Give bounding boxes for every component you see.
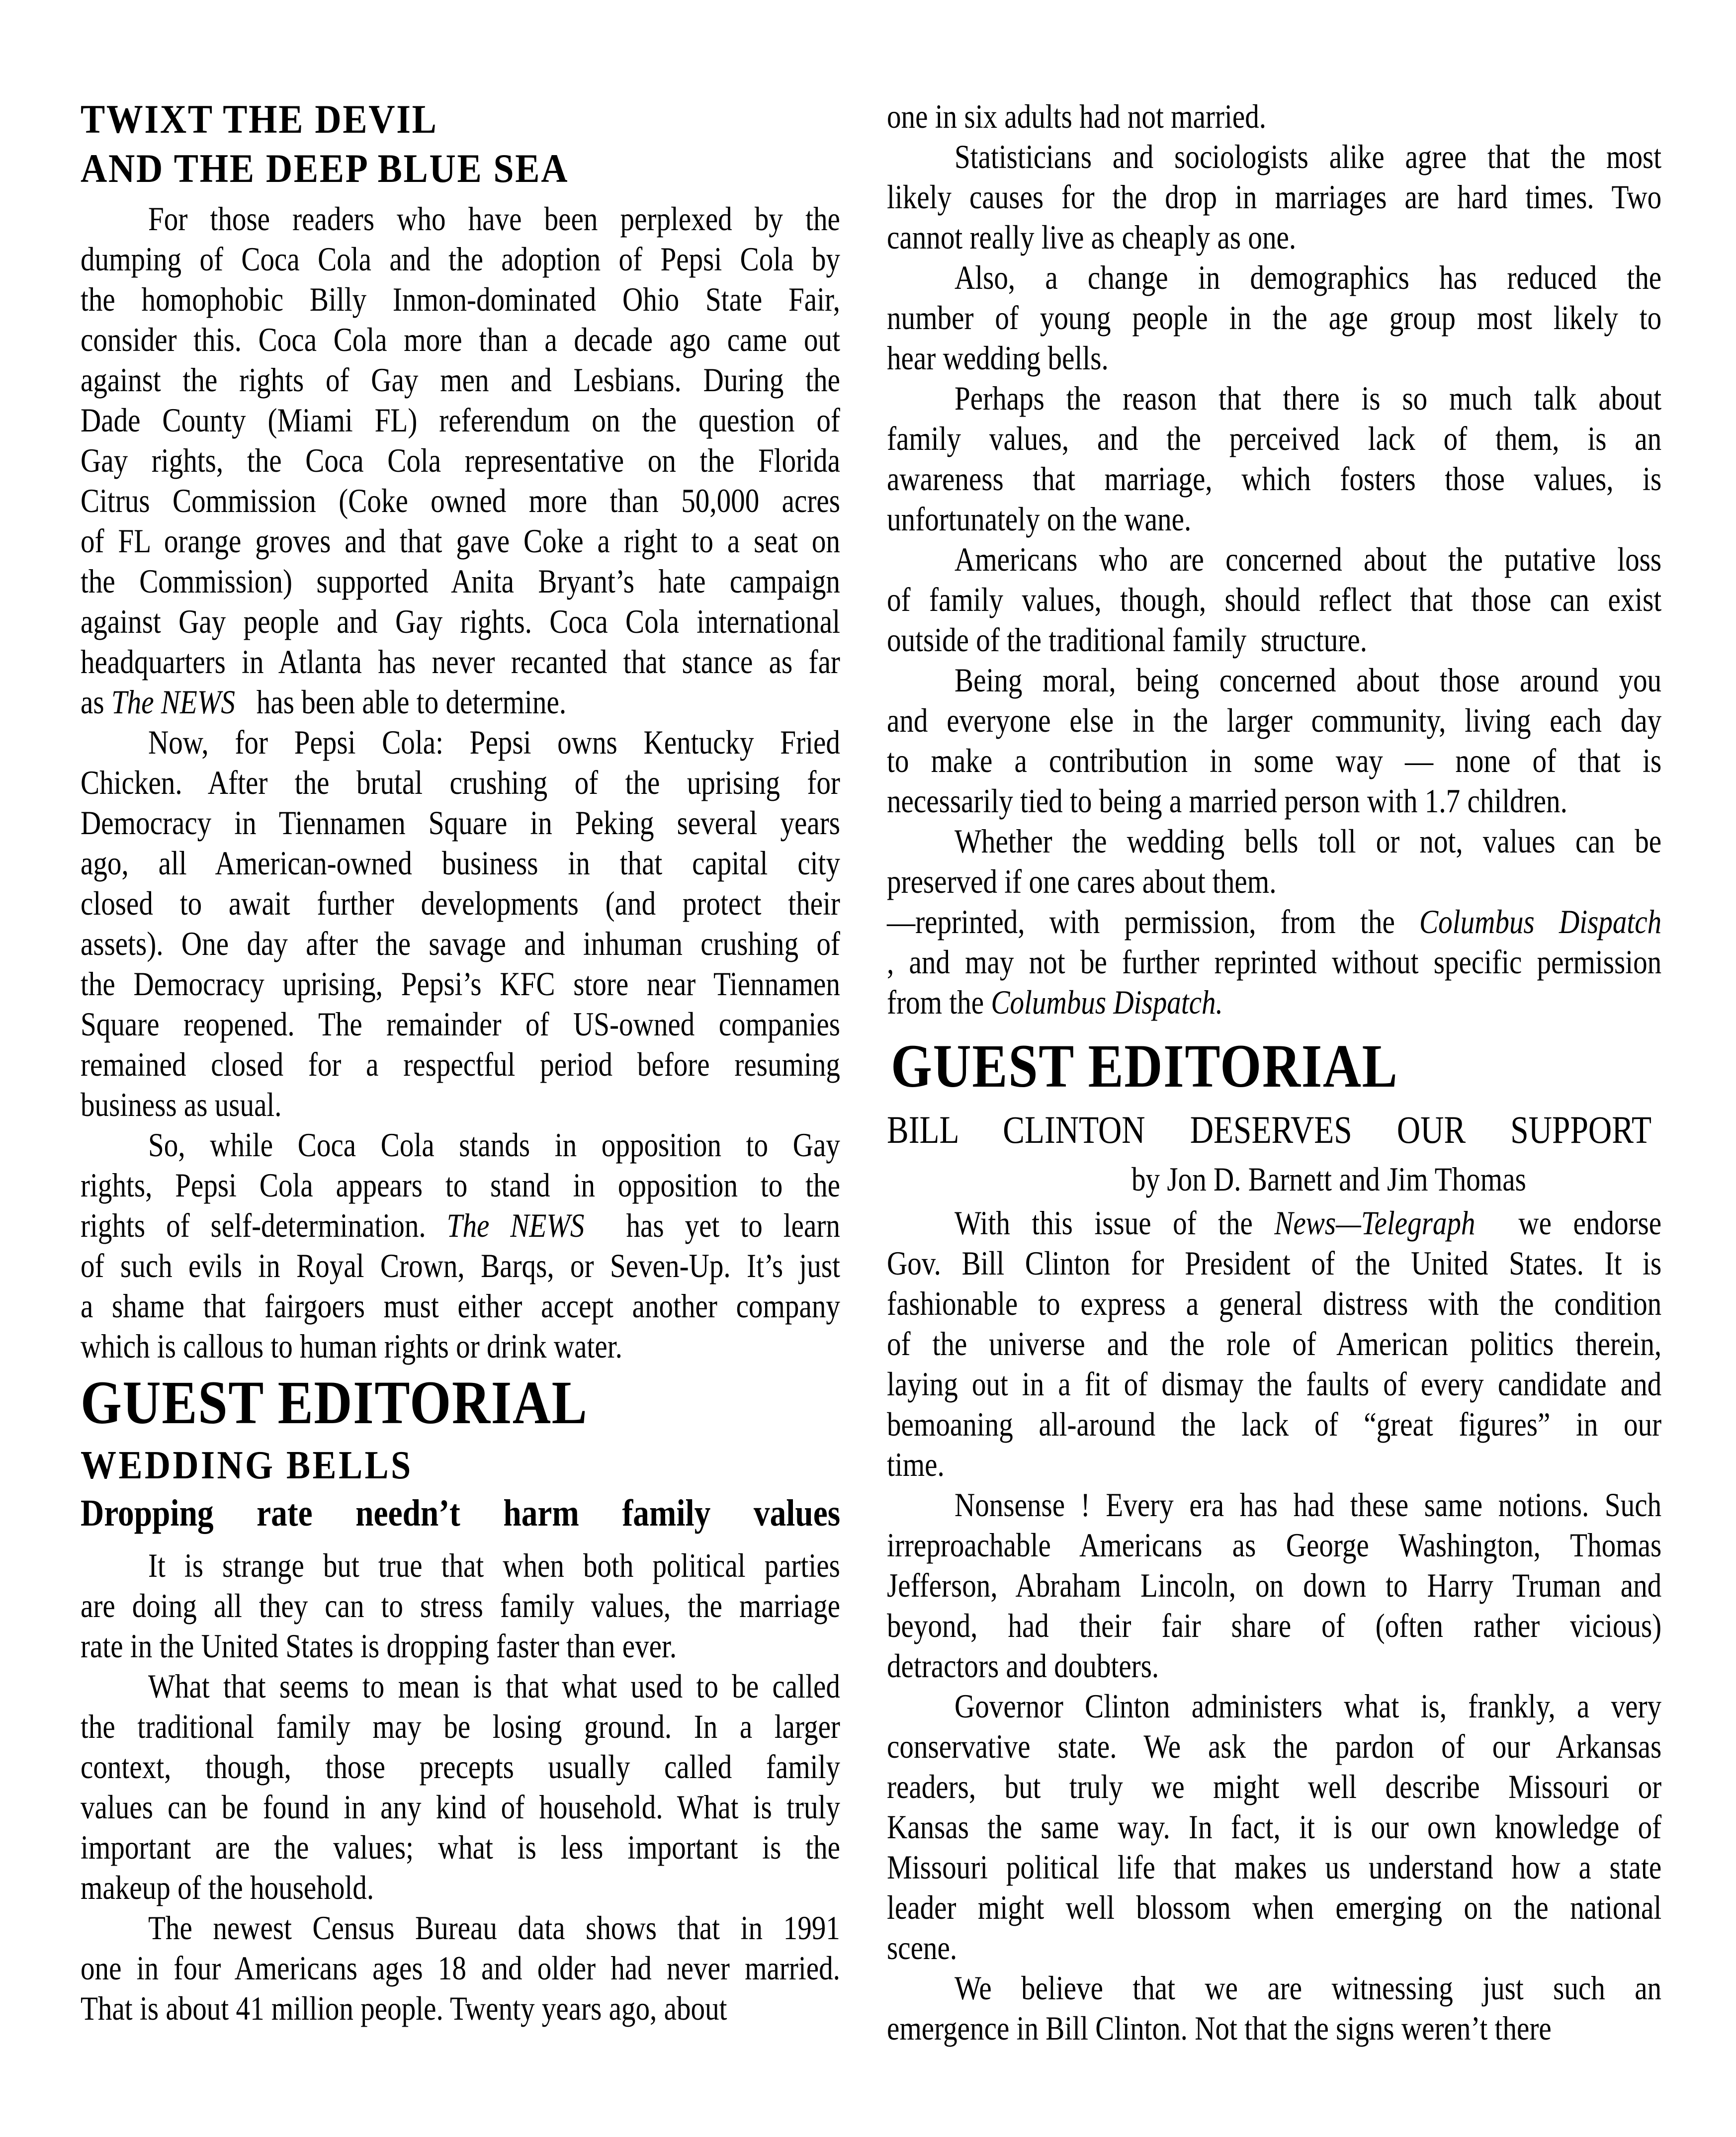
headline-line: AND THE DEEP BLUE SEA — [81, 146, 569, 191]
text-run: closed to await further developments (and protect their — [81, 884, 840, 922]
text-run: Missouri political life that makes us understand how a state — [887, 1848, 1662, 1886]
text-run: time. — [887, 1446, 945, 1483]
paragraph-line — [887, 462, 1661, 496]
paragraph-first-line — [955, 260, 1661, 294]
italic-publication-name: Columbus Dispatch. — [991, 983, 1223, 1021]
paragraph-line — [81, 1871, 374, 1904]
paragraph-line — [81, 1589, 840, 1623]
paragraph-line — [81, 846, 840, 880]
paragraph-line — [887, 1609, 1661, 1642]
paragraph-first-line — [148, 1911, 840, 1945]
text-run: business as usual. — [81, 1086, 282, 1123]
text-run: has yet to learn — [584, 1206, 840, 1244]
paragraph-line — [887, 744, 1661, 777]
headline-line: TWIXT THE DEVIL — [81, 96, 438, 142]
paragraph-line — [887, 784, 1567, 818]
paragraph-first-line — [148, 725, 840, 759]
paragraph-line — [887, 1810, 1661, 1844]
text-run: which is callous to human rights or drink water. — [81, 1327, 622, 1365]
text-run: preserved if one cares about them. — [887, 862, 1277, 900]
text-run: Perhaps the reason that there is so much talk about — [955, 379, 1662, 417]
paragraph-line — [887, 502, 1191, 536]
paragraph-line — [81, 363, 840, 397]
paragraph-line — [81, 1951, 840, 1985]
section-kicker-guest-editorial: GUEST EDITORIAL — [81, 1368, 588, 1437]
text-run: It is strange but true that when both political parties — [148, 1546, 840, 1584]
text-run: from the — [887, 983, 991, 1021]
text-run: Americans who are concerned about the putative loss — [955, 540, 1662, 578]
paragraph-line — [81, 886, 840, 920]
paragraph-first-line — [955, 824, 1661, 858]
text-run: one in six adults had not married. — [887, 97, 1267, 135]
headline: BILL CLINTON DESERVES OUR SUPPORT — [887, 1108, 1652, 1151]
text-run: to make a contribution in some way — none of that is — [887, 742, 1662, 779]
paragraph-line — [887, 703, 1661, 737]
text-run: Being moral, being concerned about those around you — [955, 661, 1662, 699]
paragraph-line — [887, 864, 1276, 898]
paragraph-first-line — [955, 663, 1661, 697]
text-run: —reprinted, with permission, from the — [887, 903, 1420, 940]
paragraph-line — [887, 1890, 1661, 1924]
text-run: Chicken. After the brutal crushing of the uprising for — [81, 764, 840, 801]
paragraph-line — [887, 1528, 1661, 1562]
text-run: and everyone else in the larger community, living each day — [887, 701, 1662, 739]
paragraph-line — [81, 524, 840, 558]
italic-publication-name: Columbus Dispatch — [1419, 903, 1662, 940]
text-run: one in four Americans ages 18 and older had never married. — [81, 1949, 840, 1987]
paragraph-line — [81, 806, 840, 840]
paragraph-line — [887, 1327, 1661, 1361]
text-run: With this issue of the — [955, 1204, 1275, 1242]
paragraph-line — [887, 1931, 957, 1965]
text-run: remained closed for a respectful period before resuming — [81, 1045, 840, 1083]
text-run: rights, Pepsi Cola appears to stand in opposition to the — [81, 1166, 840, 1204]
text-run: Jefferson, Abraham Lincoln, on down to Harry Truman and — [887, 1566, 1662, 1604]
paragraph-line — [81, 1991, 727, 2025]
paragraph-line — [887, 220, 1296, 254]
italic-publication-name: The NEWS — [446, 1206, 585, 1244]
paragraph-line — [887, 1246, 1661, 1280]
reprint-credit-line — [887, 985, 1223, 1019]
text-run: ago, all American-owned business in that capital city — [81, 844, 840, 882]
paragraph-line — [887, 1729, 1661, 1763]
byline: by Jon D. Barnett and Jim Thomas — [1131, 1160, 1526, 1198]
text-run: rights of self-determination. — [81, 1206, 447, 1244]
headline: WEDDING BELLS — [81, 1444, 413, 1487]
paragraph-line — [81, 685, 566, 719]
paragraph-line — [887, 1649, 1159, 1683]
paragraph-first-line — [955, 542, 1661, 576]
paragraph-line — [81, 1289, 840, 1323]
paragraph-line — [81, 1088, 282, 1121]
paragraph-line — [81, 1710, 840, 1743]
text-run: rate in the United States is dropping faster than ever. — [81, 1627, 677, 1665]
paragraph-line — [81, 1047, 840, 1081]
text-run: emergence in Bill Clinton. Not that the signs weren’t there — [887, 2009, 1552, 2047]
text-run: Governor Clinton administers what is, frankly, a very — [955, 1687, 1662, 1725]
text-run: Whether the wedding bells toll or not, values can be — [955, 822, 1662, 860]
text-run: We believe that we are witnessing just such an — [955, 1969, 1662, 2007]
text-run: the traditional family may be losing ground. In a larger — [81, 1708, 840, 1745]
paragraph-first-line — [148, 1128, 840, 1162]
paragraph-line — [81, 604, 840, 638]
text-run: , and may not be further reprinted without specific permission — [887, 943, 1662, 981]
paragraph-line — [81, 967, 840, 1001]
text-run: of family values, though, should reflect that those can exist — [887, 581, 1662, 618]
text-run: The newest Census Bureau data shows that in 1991 — [148, 1909, 840, 1947]
text-run: conservative state. We ask the pardon of our Arkansas — [887, 1727, 1662, 1765]
text-run: unfortunately on the wane. — [887, 500, 1192, 538]
text-run: Gay rights, the Coca Cola representative on the Florida — [81, 441, 840, 479]
paragraph-first-line — [955, 1488, 1661, 1522]
text-run: detractors and doubters. — [887, 1647, 1159, 1685]
paragraph-first-line — [955, 140, 1661, 173]
paragraph-line — [887, 1770, 1661, 1803]
paragraph-line — [81, 766, 840, 799]
paragraph-line — [887, 583, 1661, 616]
text-run: awareness that marriage, which fosters those values, is — [887, 460, 1662, 498]
text-run: Nonsense ! Every era has had these same notions. Such — [955, 1486, 1662, 1524]
paragraph-line — [887, 301, 1661, 335]
paragraph-line — [887, 180, 1661, 214]
paragraph-line — [887, 341, 1109, 375]
text-run: of such evils in Royal Crown, Barqs, or Seven-Up. It’s just — [81, 1247, 840, 1284]
paragraph-line — [887, 2011, 1552, 2045]
text-run: Kansas the same way. In fact, it is our own knowledge of — [887, 1808, 1662, 1846]
text-run: assets). One day after the savage and inhuman crushing of — [81, 925, 840, 962]
text-run: number of young people in the age group most likely to — [887, 299, 1662, 337]
text-run: outside of the traditional family structure. — [887, 621, 1368, 659]
text-run: readers, but truly we might well describe Missouri or — [887, 1768, 1662, 1805]
text-run: Also, a change in demographics has reduced the — [955, 258, 1662, 296]
text-run: values can be found in any kind of household. What is truly — [81, 1788, 840, 1826]
paragraph-first-line — [148, 202, 840, 236]
text-run: dumping of Coca Cola and the adoption of Pepsi Cola by — [81, 240, 840, 278]
text-run: we endorse — [1475, 1204, 1662, 1242]
paragraph-line — [81, 484, 840, 517]
paragraph-line — [81, 1790, 840, 1824]
text-run: against the rights of Gay men and Lesbians. During the — [81, 361, 840, 399]
text-run: headquarters in Atlanta has never recanted that stance as far — [81, 643, 840, 681]
paragraph-line — [81, 403, 840, 437]
text-run: leader might well blossom when emerging on the national — [887, 1888, 1662, 1926]
paragraph-line — [887, 1568, 1661, 1602]
text-run: cannot really live as cheaply as one. — [887, 218, 1297, 256]
reprint-credit-line — [887, 905, 1661, 939]
paragraph-line — [81, 1168, 840, 1202]
text-run: context, though, those precepts usually called family — [81, 1748, 840, 1786]
paragraph-line — [81, 564, 840, 598]
text-run: has been able to determine. — [235, 683, 567, 721]
paragraph-line — [887, 1286, 1661, 1320]
text-run: Dade County (Miami FL) referendum on the question of — [81, 401, 840, 439]
text-run: irreproachable Americans as George Washington, Thomas — [887, 1526, 1662, 1564]
text-run: Gov. Bill Clinton for President of the United States. It is — [887, 1244, 1662, 1282]
text-run: of FL orange groves and that gave Coke a right to a seat on — [81, 522, 840, 560]
paragraph-first-line — [887, 99, 1266, 133]
paragraph-first-line — [955, 1689, 1661, 1723]
text-run: fashionable to express a general distress with the condition — [887, 1284, 1662, 1322]
paragraph-line — [887, 422, 1661, 455]
paragraph-line — [81, 1249, 840, 1282]
paragraph-line — [81, 645, 840, 679]
paragraph-first-line — [148, 1669, 840, 1703]
text-run: family values, and the perceived lack of them, is an — [887, 420, 1662, 457]
text-run: the Commission) supported Anita Bryant’s hate campaign — [81, 562, 840, 600]
subheadline: Dropping rate needn’t harm family values — [81, 1492, 841, 1534]
text-run: beyond, had their fair share of (often rather vicious) — [887, 1607, 1662, 1644]
left-column — [81, 0, 840, 2137]
text-run: likely causes for the drop in marriages are hard times. Two — [887, 178, 1662, 216]
text-run: consider this. Coca Cola more than a decade ago came out — [81, 321, 840, 358]
text-run: Democracy in Tiennamen Square in Peking several years — [81, 804, 840, 842]
paragraph-line — [81, 1750, 840, 1784]
paragraph-line — [81, 1629, 677, 1663]
text-run: as — [81, 683, 111, 721]
paragraph-line — [887, 1448, 945, 1481]
text-run: important are the values; what is less important is the — [81, 1828, 840, 1866]
text-run: That is about 41 million people. Twenty years ago, about — [81, 1989, 727, 2027]
text-run: of the universe and the role of American politics therein, — [887, 1325, 1662, 1363]
text-run: are doing all they can to stress family values, the marriage — [81, 1587, 840, 1624]
paragraph-line — [81, 282, 840, 316]
text-run: So, while Coca Cola stands in opposition to Gay — [148, 1126, 840, 1164]
paragraph-line — [81, 443, 840, 477]
paragraph-line — [81, 1329, 622, 1363]
text-run: a shame that fairgoers must either accept another company — [81, 1287, 840, 1325]
text-run: laying out in a fit of dismay the faults of every candidate and — [887, 1365, 1662, 1403]
text-run: bemoaning all-around the lack of “great figures” in our — [887, 1405, 1662, 1443]
paragraph-line — [81, 1007, 840, 1041]
right-column — [887, 0, 1661, 2137]
paragraph-line — [887, 1850, 1661, 1884]
text-run: scene. — [887, 1929, 957, 1966]
text-run: necessarily tied to being a married person with 1.7 children. — [887, 782, 1567, 820]
reprint-credit-line — [887, 945, 1661, 979]
paragraph-line — [81, 323, 840, 356]
paragraph-first-line — [955, 1206, 1661, 1240]
text-run: For those readers who have been perplexed by the — [148, 200, 840, 238]
text-run: Citrus Commission (Coke owned more than 50,000 acres — [81, 482, 840, 519]
paragraph-line — [887, 623, 1367, 657]
paragraph-line — [887, 1407, 1661, 1441]
paragraph-line — [887, 1367, 1661, 1401]
text-run: Statisticians and sociologists alike agree that the most — [955, 138, 1662, 175]
text-run: hear wedding bells. — [887, 339, 1109, 377]
text-run: What that seems to mean is that what used to be called — [148, 1667, 840, 1705]
paragraph-first-line — [955, 381, 1661, 415]
paragraph-first-line — [148, 1548, 840, 1582]
paragraph-line — [81, 1208, 840, 1242]
italic-publication-name: News—Telegraph — [1274, 1204, 1476, 1242]
section-kicker-guest-editorial: GUEST EDITORIAL — [891, 1032, 1398, 1100]
paragraph-line — [81, 927, 840, 960]
text-run: the Democracy uprising, Pepsi’s KFC store near Tiennamen — [81, 965, 840, 1003]
italic-publication-name: The NEWS — [111, 683, 235, 721]
text-run: the homophobic Billy Inmon-dominated Ohio State Fair, — [81, 280, 840, 318]
text-run: Square reopened. The remainder of US-owned companies — [81, 1005, 840, 1043]
paragraph-first-line — [955, 1971, 1661, 2005]
text-run: against Gay people and Gay rights. Coca Cola international — [81, 602, 840, 640]
paragraph-line — [81, 1830, 840, 1864]
paragraph-line — [81, 242, 840, 276]
text-run: Now, for Pepsi Cola: Pepsi owns Kentucky Fried — [148, 723, 840, 761]
text-run: makeup of the household. — [81, 1869, 374, 1906]
